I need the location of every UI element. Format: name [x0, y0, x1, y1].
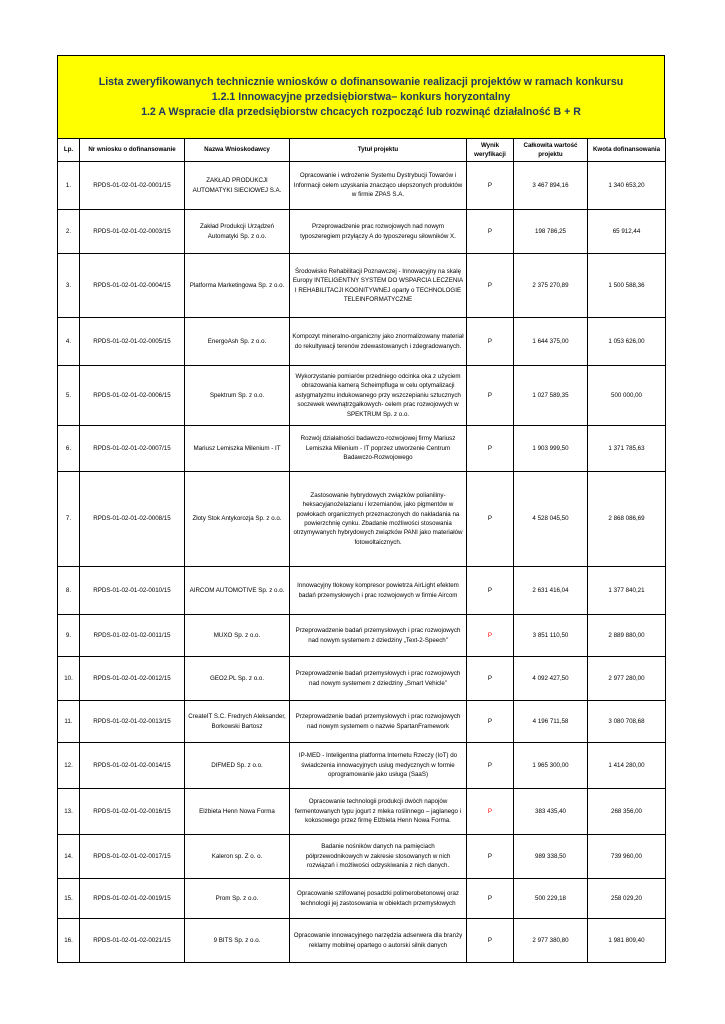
cell-verification-result: P: [467, 743, 514, 789]
cell-verification-result: P: [467, 879, 514, 919]
cell-applicant-name: Spektrum Sp. z o.o.: [185, 366, 290, 426]
cell-applicant-name: Platforma Marketingowa Sp. z o.o.: [185, 254, 290, 318]
cell-application-number: RPDS-01-02-01-02-0006/15: [80, 366, 185, 426]
cell-application-number: RPDS-01-02-01-02-0005/15: [80, 318, 185, 366]
cell-verification-result: P: [467, 657, 514, 701]
table-row: [58, 426, 666, 472]
cell-application-number: RPDS-01-02-01-02-0008/15: [80, 472, 185, 567]
cell-total-value: 1 903 999,50: [514, 426, 588, 472]
cell-grant-amount: 1 981 809,40: [588, 919, 666, 963]
cell-lp: 3.: [58, 254, 80, 318]
cell-lp: 7.: [58, 472, 80, 567]
cell-verification-result: P: [467, 567, 514, 615]
cell-verification-result: P: [467, 318, 514, 366]
cell-applicant-name: GEO2.PL Sp. z o.o.: [185, 657, 290, 701]
cell-total-value: 1 644 375,00: [514, 318, 588, 366]
cell-grant-amount: 2 868 086,69: [588, 472, 666, 567]
cell-lp: 5.: [58, 366, 80, 426]
table-row: [58, 210, 666, 254]
cell-lp: 16.: [58, 919, 80, 963]
cell-total-value: 383 435,40: [514, 789, 588, 835]
title-banner: [57, 55, 665, 138]
cell-application-number: RPDS-01-02-01-02-0001/15: [80, 162, 185, 210]
table-row: [58, 366, 666, 426]
cell-total-value: 2 631 416,04: [514, 567, 588, 615]
cell-applicant-name: Prom Sp. z o.o.: [185, 879, 290, 919]
cell-applicant-name: ZAKŁAD PRODUKCJI AUTOMATYKI SIECIOWEJ S.A.: [185, 162, 290, 210]
document-sheet: [57, 55, 665, 963]
cell-project-title: Opracowanie szlifowanej posadzki polimerobetonowej oraz technologii jej zastosowania w obiektach przemysłowych: [290, 879, 467, 919]
table-body: [58, 162, 666, 963]
cell-lp: 13.: [58, 789, 80, 835]
cell-application-number: RPDS-01-02-01-02-0010/15: [80, 567, 185, 615]
cell-grant-amount: 1 340 653,20: [588, 162, 666, 210]
title-line-1: Lista zweryfikowanych technicznie wniosków o dofinansowanie realizacji projektów w ramach konkursu: [98, 75, 624, 88]
cell-total-value: 2 977 380,80: [514, 919, 588, 963]
cell-project-title: Przeprowadzenie badań przemysłowych i prac rozwojowych nad nowym systemem o nazwie SpartanFramework: [290, 701, 467, 743]
cell-total-value: 1 027 589,35: [514, 366, 588, 426]
cell-project-title: Zastosowanie hybrydowych związków polianiliny-heksacyjanożelazianu i krzemianów, jako pigmentów w powłokach organicznych przeznaczonych do nakładania na powierzchnię cynku. Zbadanie możliwości stosowania otrzymywanych hybrydowych związków PANI jako materiałów fotowoltaicznych.: [290, 472, 467, 567]
cell-grant-amount: 1 414 280,00: [588, 743, 666, 789]
cell-verification-result: P: [467, 615, 514, 657]
cell-total-value: 3 467 894,16: [514, 162, 588, 210]
cell-total-value: 4 196 711,58: [514, 701, 588, 743]
cell-grant-amount: 2 889 880,00: [588, 615, 666, 657]
cell-project-title: IP-MED - Inteligentna platforma Internetu Rzeczy (IoT) do świadczenia innowacyjnych usług medycznych w formie oprogramowanie jako usługa (SaaS): [290, 743, 467, 789]
cell-total-value: 989 338,50: [514, 835, 588, 879]
cell-application-number: RPDS-01-02-01-02-0011/15: [80, 615, 185, 657]
cell-grant-amount: 65 912,44: [588, 210, 666, 254]
cell-verification-result: P: [467, 162, 514, 210]
cell-grant-amount: 2 977 280,00: [588, 657, 666, 701]
column-header-applicant-name: Nazwa Wnioskodawcy: [185, 139, 290, 162]
cell-applicant-name: EnergoAsh Sp. z o.o.: [185, 318, 290, 366]
cell-verification-result: P: [467, 789, 514, 835]
cell-project-title: Przeprowadzenie badań przemysłowych i prac rozwojowych nad nowym systemem z dziedziny „Text-2-Speech”: [290, 615, 467, 657]
cell-lp: 11.: [58, 701, 80, 743]
cell-grant-amount: 3 080 708,68: [588, 701, 666, 743]
cell-applicant-name: CreateIT S.C. Fredrych Aleksander, Borkowski Bartosz: [185, 701, 290, 743]
cell-total-value: 2 375 270,89: [514, 254, 588, 318]
cell-grant-amount: 1 377 840,21: [588, 567, 666, 615]
cell-grant-amount: 739 960,00: [588, 835, 666, 879]
cell-application-number: RPDS-01-02-01-02-0013/15: [80, 701, 185, 743]
cell-applicant-name: MUXO Sp. z o.o.: [185, 615, 290, 657]
cell-applicant-name: AIRCOM AUTOMOTIVE Sp. z o.o.: [185, 567, 290, 615]
table-row: [58, 472, 666, 567]
table-row: [58, 615, 666, 657]
cell-application-number: RPDS-01-02-01-02-0014/15: [80, 743, 185, 789]
cell-grant-amount: 500 000,00: [588, 366, 666, 426]
cell-lp: 9.: [58, 615, 80, 657]
cell-verification-result: P: [467, 919, 514, 963]
cell-application-number: RPDS-01-02-01-02-0016/15: [80, 789, 185, 835]
column-header-grant-amount: Kwota dofinansowania: [588, 139, 666, 162]
cell-applicant-name: Kaleron sp. Z o. o.: [185, 835, 290, 879]
cell-total-value: 4 528 045,50: [514, 472, 588, 567]
cell-lp: 14.: [58, 835, 80, 879]
cell-application-number: RPDS-01-02-01-02-0004/15: [80, 254, 185, 318]
cell-lp: 4.: [58, 318, 80, 366]
column-header-total-value: Całkowita wartość projektu: [514, 139, 588, 162]
cell-verification-result: P: [467, 835, 514, 879]
cell-project-title: Kompozyt mineralno-organiczny jako znormalizowany materiał do rekultywacji terenów zdewastowanych i zdegradowanych.: [290, 318, 467, 366]
cell-lp: 15.: [58, 879, 80, 919]
table-row: [58, 879, 666, 919]
table-row: [58, 254, 666, 318]
cell-project-title: Opracowanie i wdrożenie Systemu Dystrybucji Towarów i Informacji celem uzyskania znacząco ulepszonych produktów w firmie ZPAS S.A.: [290, 162, 467, 210]
column-header-verification-result: Wynik weryfikacji: [467, 139, 514, 162]
table-row: [58, 835, 666, 879]
cell-project-title: Wykorzystanie pomiarów przedniego odcinka oka z użyciem obrazowania kamerą Scheimpfluga w celu optymalizacji astygmatyzmu indukowanego przy wszczepianiu sztucznych soczewek wewnątrzgałkowych- celem prac rozwojowych w SPEKTRUM Sp. z o.o.: [290, 366, 467, 426]
cell-lp: 12.: [58, 743, 80, 789]
table-row: [58, 567, 666, 615]
cell-grant-amount: 1 500 588,36: [588, 254, 666, 318]
title-line-3: 1.2 A Wspracie dla przedsiębiorstw chcacych rozpocząć lub rozwinąć działalność B + R: [141, 105, 581, 118]
cell-application-number: RPDS-01-02-01-02-0017/15: [80, 835, 185, 879]
cell-lp: 6.: [58, 426, 80, 472]
table-row: [58, 318, 666, 366]
cell-total-value: 500 229,18: [514, 879, 588, 919]
cell-grant-amount: 268 356,00: [588, 789, 666, 835]
cell-grant-amount: 1 371 785,63: [588, 426, 666, 472]
cell-application-number: RPDS-01-02-01-02-0021/15: [80, 919, 185, 963]
cell-lp: 2.: [58, 210, 80, 254]
cell-grant-amount: 1 053 626,00: [588, 318, 666, 366]
column-header-application-number: Nr wniosku o dofinansowanie: [80, 139, 185, 162]
column-header-project-title: Tytuł projektu: [290, 139, 467, 162]
table-row: [58, 701, 666, 743]
table-row: [58, 743, 666, 789]
cell-verification-result: P: [467, 254, 514, 318]
cell-application-number: RPDS-01-02-01-02-0007/15: [80, 426, 185, 472]
cell-verification-result: P: [467, 426, 514, 472]
cell-lp: 10.: [58, 657, 80, 701]
cell-project-title: Przeprowadzenie prac rozwojowych nad nowym typoszeregiem przyłączy A do typoszeregu siłowników X.: [290, 210, 467, 254]
cell-project-title: Innowacyjny tłokowy kompresor powietrza AirLight efektem badań przemysłowych i prac rozwojowych w firmie Aircom: [290, 567, 467, 615]
cell-verification-result: P: [467, 701, 514, 743]
table-row: [58, 919, 666, 963]
table-header-row: [58, 139, 666, 162]
cell-applicant-name: Zakład Produkcji Urządzeń Automatyki Sp. z o.o.: [185, 210, 290, 254]
title-line-2: 1.2.1 Innowacyjne przedsiębiorstwa– konkurs horyzontalny: [211, 90, 511, 103]
cell-application-number: RPDS-01-02-01-02-0003/15: [80, 210, 185, 254]
cell-lp: 8.: [58, 567, 80, 615]
cell-total-value: 1 965 300,00: [514, 743, 588, 789]
cell-total-value: 3 851 110,50: [514, 615, 588, 657]
cell-applicant-name: DIFMED Sp. z o.o.: [185, 743, 290, 789]
cell-application-number: RPDS-01-02-01-02-0019/15: [80, 879, 185, 919]
table-row: [58, 162, 666, 210]
cell-project-title: Rozwój działalności badawczo-rozwojowej firmy Mariusz Lemiszka Milenium - IT poprzez utworzenie Centrum Badawczo-Rozwojowego: [290, 426, 467, 472]
cell-project-title: Przeprowadzenie badań przemysłowych i prac rozwojowych nad nowym systemem z dziedziny „Smart Vehicle”: [290, 657, 467, 701]
cell-verification-result: P: [467, 366, 514, 426]
table-row: [58, 657, 666, 701]
cell-total-value: 4 092 427,50: [514, 657, 588, 701]
cell-lp: 1.: [58, 162, 80, 210]
cell-project-title: Badanie nośników danych na pamięciach półprzewodnikowych w zakresie stosowanych w nich rozwiązań i możliwości odzyskiwania z nich danych.: [290, 835, 467, 879]
cell-applicant-name: Złoty Stok Antykorozja Sp. z o.o.: [185, 472, 290, 567]
cell-applicant-name: Mariusz Lemiszka Milenium - IT: [185, 426, 290, 472]
cell-project-title: Opracowanie technologii produkcji dwóch napojów fermentowanych typu jogurt z mleka roślinnego – jaglanego i kokosowego przez firmę Elżbieta Henn Nowa Forma.: [290, 789, 467, 835]
cell-applicant-name: 9 BITS Sp. z o.o.: [185, 919, 290, 963]
cell-project-title: Środowisko Rehabilitacji Poznawczej - Innowacyjny na skalę Europy INTELIGENTNY SYSTEM DO WSPARCIA LECZENIA I REHABILITACJI KOGNITYWNEJ oparty o TECHNOLOGIE TELEINFORMATYCZNE: [290, 254, 467, 318]
cell-verification-result: P: [467, 472, 514, 567]
cell-project-title: Opracowanie innowacyjnego narzędzia adserwera dla branży reklamy mobilnej opartego o autorski silnik danych: [290, 919, 467, 963]
projects-table: [57, 138, 666, 963]
cell-total-value: 198 786,25: [514, 210, 588, 254]
cell-grant-amount: 258 029,20: [588, 879, 666, 919]
column-header-lp: Lp.: [58, 139, 80, 162]
table-row: [58, 789, 666, 835]
cell-application-number: RPDS-01-02-01-02-0012/15: [80, 657, 185, 701]
cell-verification-result: P: [467, 210, 514, 254]
cell-applicant-name: Elżbieta Henn Nowa Forma: [185, 789, 290, 835]
